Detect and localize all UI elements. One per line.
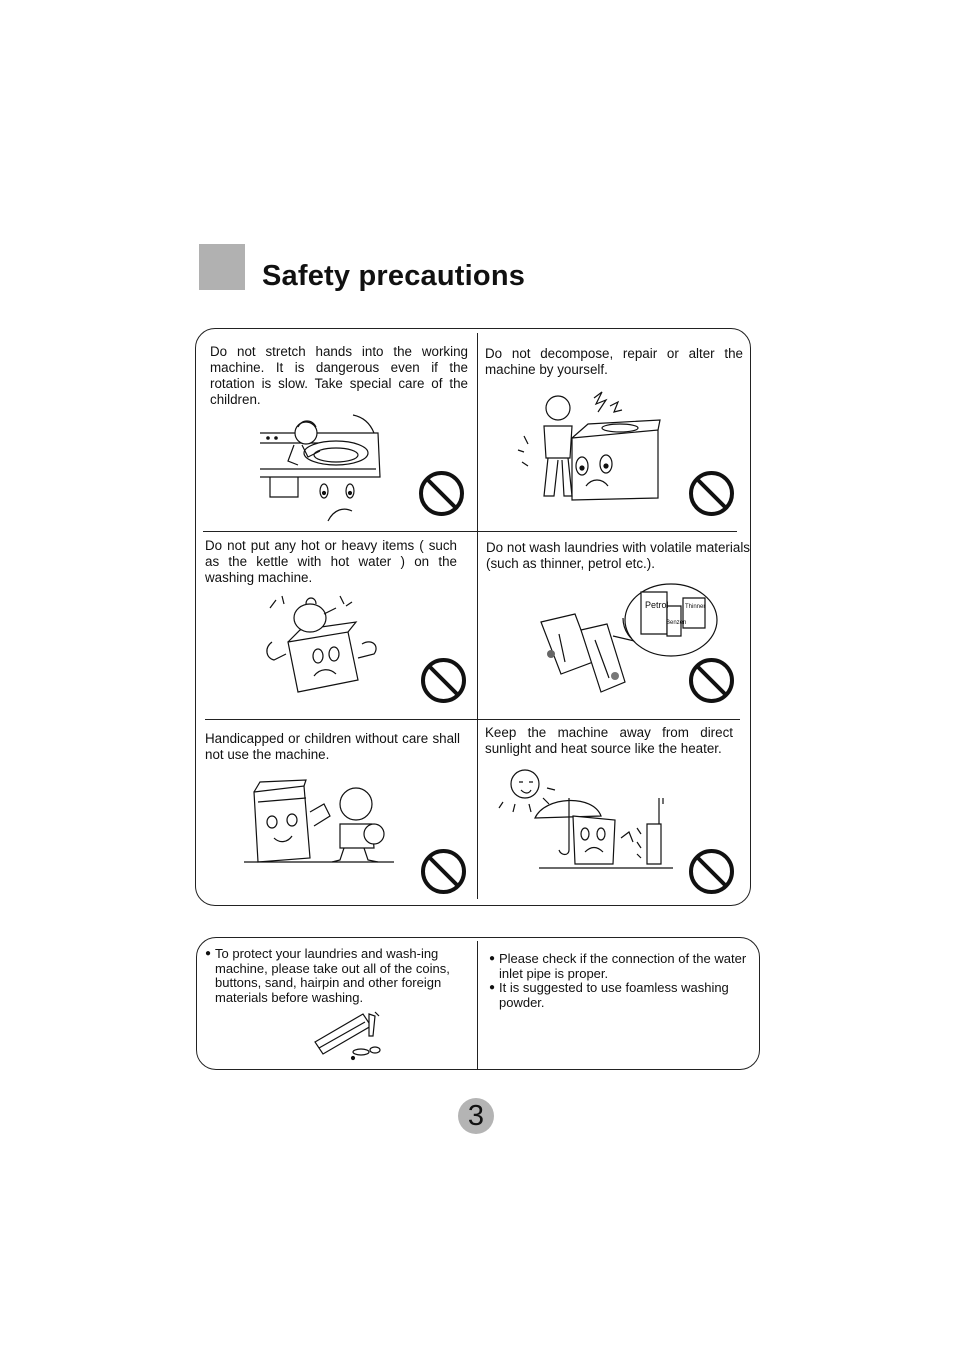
notes-divider <box>477 941 478 1069</box>
card-volatile-text: Do not wash laundries with volatile materials (such as thinner, petrol etc.). <box>486 540 750 571</box>
benzene-label: Benzen <box>666 620 687 626</box>
pocket-items-illustration <box>313 1008 385 1060</box>
prohibition-sign-icon <box>688 470 735 517</box>
prohibition-sign-icon <box>420 657 467 704</box>
note-right <box>489 952 757 1010</box>
card-hands-text: Do not stretch hands into the working machine. It is dangerous even if the rotation is slow. Take special care of the children. <box>210 344 468 407</box>
card-sunlight-text: Keep the machine away from direct sunlight and heat source like the heater. <box>485 725 733 756</box>
thinner-label: Thinner <box>685 604 706 610</box>
card-children-text: Handicapped or children without care shall not use the machine. <box>205 731 460 762</box>
panel-divider-row2 <box>205 719 740 720</box>
card-heavy-items-text: Do not put any hot or heavy items ( such as the kettle with hot water ) on the washing machine. <box>205 538 457 585</box>
page-title: Safety precautions <box>262 260 526 292</box>
bullet-icon: ● <box>489 953 496 964</box>
card-repair-text: Do not decompose, repair or alter the machine by yourself. <box>485 346 743 377</box>
man-repairing-machine-illustration <box>510 388 662 503</box>
page-number: 3 <box>458 1098 494 1134</box>
child-reaching-machine-illustration <box>258 405 388 525</box>
note-left <box>205 947 477 1005</box>
prohibition-sign-icon <box>418 470 465 517</box>
bullet-icon: ● <box>205 948 212 959</box>
bullet-icon: ● <box>489 982 496 994</box>
machine-with-kettle-illustration <box>258 592 388 697</box>
note-inlet-pipe: Please check if the connection of the water inlet pipe is proper. <box>499 951 747 981</box>
sunlight-heater-illustration <box>497 768 677 872</box>
note-item <box>205 947 477 1005</box>
panel-divider-row1 <box>203 531 737 532</box>
prohibition-sign-icon <box>688 848 735 895</box>
panel-divider-vertical <box>477 333 478 899</box>
note-foreign-materials: To protect your laundries and wash-ing machine, please take out all of the coins, buttons, sand, hairpin and other foreign materials before washing. <box>215 946 450 1005</box>
note-foamless-powder: It is suggested to use foamless washing powder. <box>499 980 729 1010</box>
section-marker <box>199 244 245 290</box>
volatile-materials-illustration <box>535 578 720 703</box>
prohibition-sign-icon <box>420 848 467 895</box>
note-item <box>489 952 757 981</box>
note-item <box>489 981 757 1010</box>
petrol-label: Petrol <box>645 600 669 610</box>
child-and-machine-illustration <box>244 782 396 868</box>
